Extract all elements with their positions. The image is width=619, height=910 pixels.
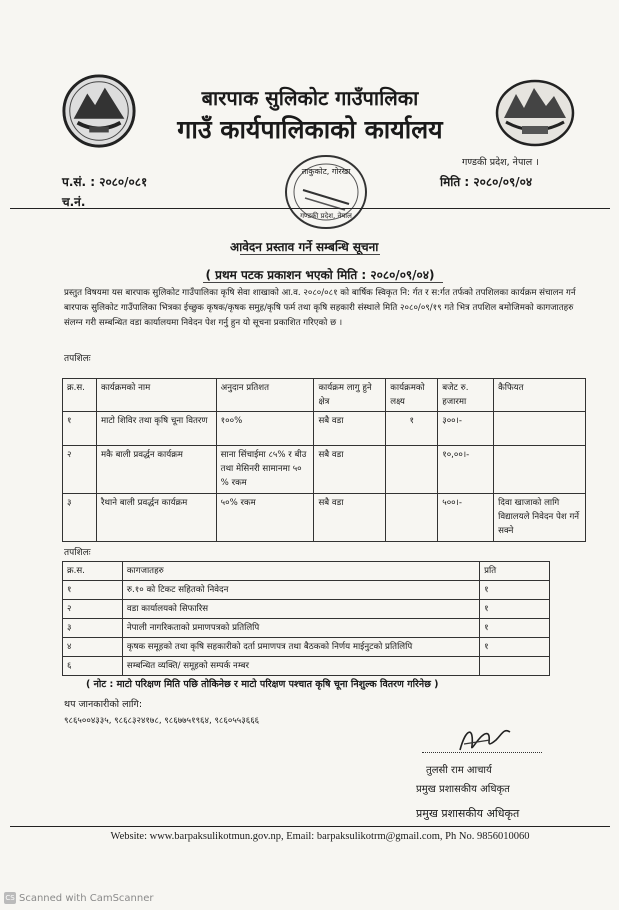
docs-label: तपशिलः xyxy=(64,548,91,558)
cell: १ xyxy=(63,581,123,600)
col-subsidy: अनुदान प्रतिशत xyxy=(216,379,314,412)
col-target: कार्यक्रमको लक्ष्य xyxy=(386,379,438,412)
table-row xyxy=(63,657,550,676)
cell: २ xyxy=(63,600,123,619)
contact-phones: ९८६५००४३३५, ९८६८३२४१७८, ९८६७७५१९६४, ९८६०५५३६६६ xyxy=(64,716,260,726)
cell: सम्बन्धित व्यक्ति/ समूहको सम्पर्क नम्बर xyxy=(122,657,479,676)
cell: १ xyxy=(480,581,550,600)
office-name: गाउँ कार्यपालिकाको कार्यालय xyxy=(177,115,443,144)
cell: १ xyxy=(480,619,550,638)
cell: १ xyxy=(63,412,97,446)
col-budget: बजेट रु. हजारमा xyxy=(438,379,494,412)
more-info-label: थप जानकारीको लागि: xyxy=(64,699,143,710)
cell: ३००।- xyxy=(438,412,494,446)
location: गण्डकी प्रदेश, नेपाल । xyxy=(462,157,539,168)
cell: २ xyxy=(63,446,97,494)
cell: सबै वडा xyxy=(314,412,386,446)
col-program-name: कार्यक्रमको नाम xyxy=(96,379,216,412)
cell: ५००।- xyxy=(438,494,494,542)
footer-divider xyxy=(10,826,610,827)
signatory-name: तुलसी राम आचार्य xyxy=(426,765,492,776)
col-remarks: कैफियत xyxy=(494,379,586,412)
municipality-logo xyxy=(494,78,576,148)
cell: १०,००।- xyxy=(438,446,494,494)
details-label: तपशिलः xyxy=(64,354,91,364)
col-sn: क्र.स. xyxy=(63,562,123,581)
table-row xyxy=(63,581,550,600)
letter-number: प.सं. : २०८०/०८१ xyxy=(62,175,148,189)
col-area: कार्यक्रम लागु हुने क्षेत्र xyxy=(314,379,386,412)
cell: ४ xyxy=(63,638,123,657)
cell: सबै वडा xyxy=(314,494,386,542)
cell: दिवा खाजाको लागि विद्यालयले निवेदन पेश गर्ने सक्ने xyxy=(494,494,586,542)
scanner-watermark xyxy=(4,892,154,904)
cell: १ xyxy=(480,638,550,657)
col-documents: कागजातहरु xyxy=(122,562,479,581)
municipality-name: बारपाक सुलिकोट गाउँपालिका xyxy=(201,86,419,110)
cell: ३ xyxy=(63,494,97,542)
cell xyxy=(386,494,438,542)
table-row xyxy=(63,412,586,446)
cell: ३ xyxy=(63,619,123,638)
cell: ५०% रकम xyxy=(216,494,314,542)
cell: मकै बाली प्रवर्द्धन कार्यक्रम xyxy=(96,446,216,494)
notice-subject: आवेदन प्रस्ताव गर्ने सम्बन्धि सूचना xyxy=(230,240,379,254)
cell: सबै वडा xyxy=(314,446,386,494)
signature xyxy=(430,720,520,760)
documents-table xyxy=(62,561,550,676)
signatory-designation-2: प्रमुख प्रशासकीय अधिकृत xyxy=(416,807,520,820)
signature-line xyxy=(422,752,542,753)
cell: माटो शिविर तथा कृषि चूना वितरण xyxy=(96,412,216,446)
cell xyxy=(480,657,550,676)
subject-underline xyxy=(240,254,380,255)
cell: १००% xyxy=(216,412,314,446)
scanner-text: Scanned with CamScanner xyxy=(19,893,154,904)
table-row xyxy=(63,494,586,542)
table-row xyxy=(63,638,550,657)
cell: कृषक समूहको तथा कृषि सहकारीको दर्ता प्रमाणपत्र तथा बैठकको निर्णय माईनुटको प्रतिलिपि xyxy=(122,638,479,657)
col-sn: क्र.स. xyxy=(63,379,97,412)
program-table xyxy=(62,378,586,542)
pubdate-underline xyxy=(203,282,443,283)
intro-paragraph: प्रस्तुत विषयमा यस बारपाक सुलिकोट गाउँपालिका कृषि सेवा शाखाको आ.व. २०८०/०८१ को बार्षिक स्विकृत नि: र्गत र स:र्गत तर्फको तपशिलका कार्यक्रम संचालन गर्न बारपाक सुलिकोट गाउँपालिका भित्रका ईच्छुक कृषक/कृषक समुह/कृषि फर्म तथा कृषि सहकारी संस्थाले मिति २०८०/०९/१९ गते भित्र तपशिल बमोजिमको कागजातहरु संलग्न गरी सम्बन्धित वडा कार्यालयमा निवेदन पेश गर्नु हुन यो सूचना प्रकाशित गरिएको छ । xyxy=(64,288,576,328)
footer-contact: Website: www.barpaksulikotmun.gov.np, Email: barpaksulikotrm@gmail.com, Ph No. 9856010060 xyxy=(110,831,530,842)
stamp-line-1: ताकुकोट, गोरखा xyxy=(301,167,351,176)
cell xyxy=(386,446,438,494)
stamp-line-2: गण्डकी प्रदेश, नेपाल xyxy=(300,212,352,220)
cell: ६ xyxy=(63,657,123,676)
table-row xyxy=(63,600,550,619)
cell xyxy=(494,412,586,446)
documents-table-header xyxy=(63,562,550,581)
cell: १ xyxy=(480,600,550,619)
cell: साना सिंचाईमा ८५% र बीउ तथा मेसिनरी सामानमा ५० % रकम xyxy=(216,446,314,494)
office-stamp xyxy=(283,152,369,232)
cell xyxy=(494,446,586,494)
program-table-header xyxy=(63,379,586,412)
cell: रैथाने बाली प्रवर्द्धन कार्यक्रम xyxy=(96,494,216,542)
header-divider xyxy=(10,208,610,209)
cell: १ xyxy=(386,412,438,446)
nepal-emblem-logo xyxy=(60,72,138,150)
cell: नेपाली नागरिकताको प्रमाणपत्रको प्रतिलिपि xyxy=(122,619,479,638)
publication-date: ( प्रथम पटक प्रकाशन भएको मिति : २०८०/०९/०४) xyxy=(205,268,435,282)
cell: रु.१० को टिकट सहितको निवेदन xyxy=(122,581,479,600)
camscanner-logo: CS xyxy=(5,894,15,902)
col-copies: प्रति xyxy=(480,562,550,581)
note-text: ( नोट : माटो परिक्षण मिति पछि तोकिनेछ र माटो परिक्षण पश्चात कृषि चूना निशुल्क वितरण गरिनेछ ) xyxy=(86,679,439,690)
table-row xyxy=(63,446,586,494)
cell: वडा कार्यालयको सिफारिस xyxy=(122,600,479,619)
dispatch-number: च.नं. xyxy=(62,195,86,209)
signatory-designation: प्रमुख प्रशासकीय अधिकृत xyxy=(416,784,510,795)
letter-date: मिति : २०८०/०९/०४ xyxy=(440,175,533,189)
table-row xyxy=(63,619,550,638)
